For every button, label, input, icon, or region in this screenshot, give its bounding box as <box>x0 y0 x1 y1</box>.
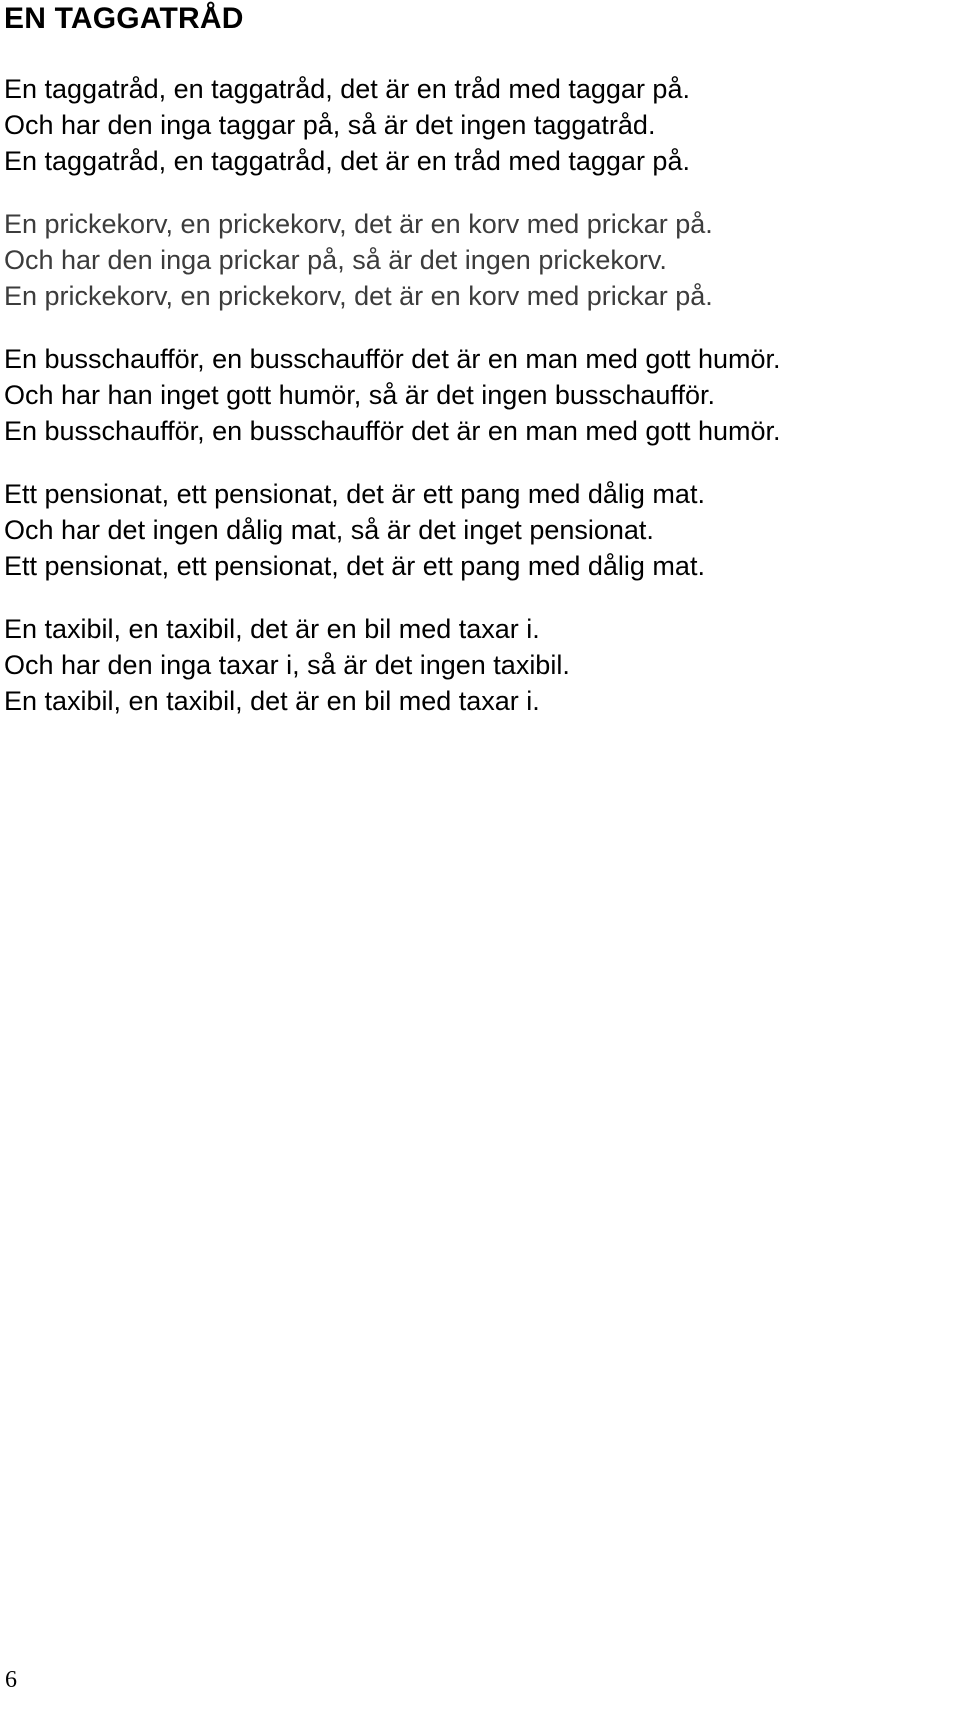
lyric-line: En busschaufför, en busschaufför det är en man med gott humör. <box>4 344 781 374</box>
page-number: 6 <box>5 1667 17 1693</box>
lyric-line: Och har den inga taxar i, så är det ingen taxibil. <box>4 650 570 680</box>
lyric-line: En taggatråd, en taggatråd, det är en tråd med taggar på. <box>4 146 690 176</box>
lyric-line: Och har det ingen dålig mat, så är det inget pensionat. <box>4 515 654 545</box>
lyrics <box>4 71 954 719</box>
lyric-line: En prickekorv, en prickekorv, det är en korv med prickar på. <box>4 281 713 311</box>
lyric-line: Ett pensionat, ett pensionat, det är ett pang med dålig mat. <box>4 551 705 581</box>
lyric-line: En taxibil, en taxibil, det är en bil med taxar i. <box>4 614 540 644</box>
lyric-line: En busschaufför, en busschaufför det är en man med gott humör. <box>4 416 781 446</box>
stanza-1 <box>4 71 954 179</box>
stanza-3 <box>4 341 954 449</box>
stanza-5 <box>4 611 954 719</box>
lyric-line: Ett pensionat, ett pensionat, det är ett pang med dålig mat. <box>4 479 705 509</box>
stanza-4 <box>4 476 954 584</box>
lyric-line: Och har den inga prickar på, så är det ingen prickekorv. <box>4 245 667 275</box>
lyric-line: Och har han inget gott humör, så är det ingen busschaufför. <box>4 380 715 410</box>
lyric-line: Och har den inga taggar på, så är det ingen taggatråd. <box>4 110 656 140</box>
lyric-line: En taxibil, en taxibil, det är en bil med taxar i. <box>4 686 540 716</box>
lyric-line: En prickekorv, en prickekorv, det är en korv med prickar på. <box>4 209 713 239</box>
document-page <box>4 0 954 746</box>
stanza-2 <box>4 206 954 314</box>
lyric-line: En taggatråd, en taggatråd, det är en tråd med taggar på. <box>4 74 690 104</box>
song-title: EN TAGGATRÅD <box>4 2 244 35</box>
